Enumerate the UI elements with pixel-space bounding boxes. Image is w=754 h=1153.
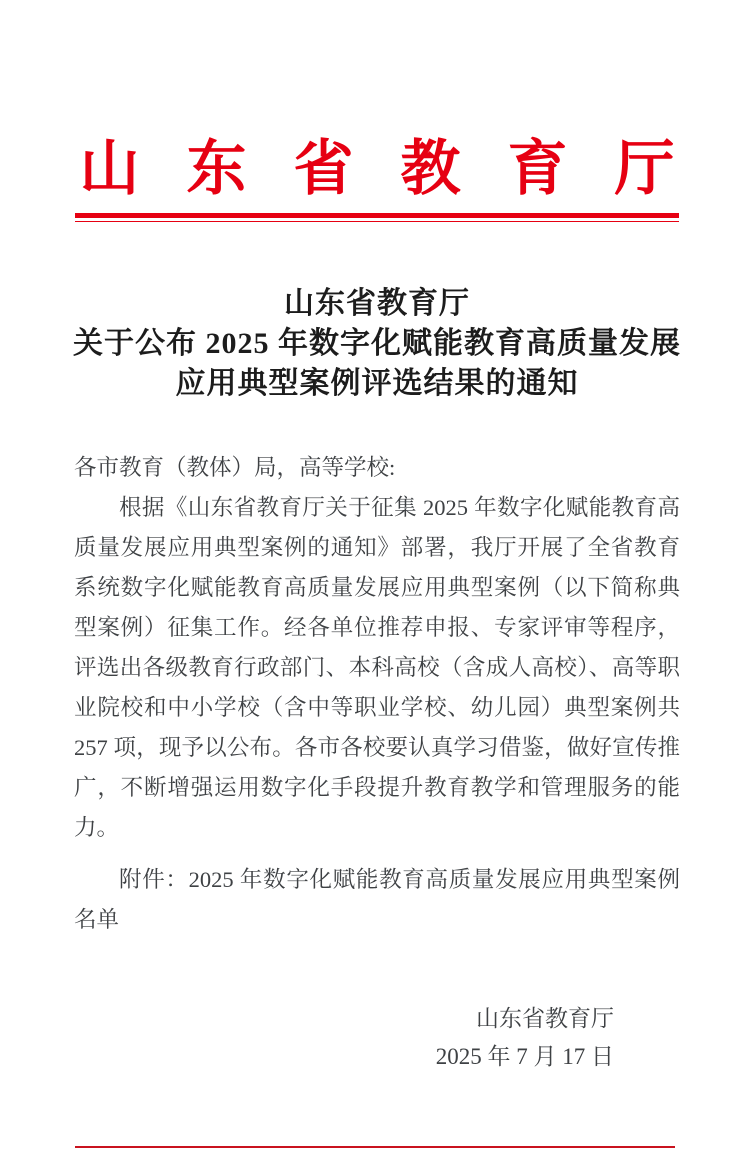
main-paragraph: 根据《山东省教育厅关于征集 2025 年数字化赋能教育高质量发展应用典型案例的通知》部署，我厅开展了全省教育系统数字化赋能教育高质量发展应用典型案例（以下简称典型案例）征集工作。经各单位推荐申报、专家评审等程序，评选出各级教育行政部门、本科高校（含成人高校）、高等职业院校和中小学校（含中等职业学校、幼儿园）典型案例共 257 项，现予以公布。各市各校要认真学习借鉴，做好宣传推广，不断增强运用数字化手段提升教育教学和管理服务的能力。	[74, 495, 680, 840]
footer-rule	[75, 1146, 675, 1148]
document-title	[0, 284, 754, 404]
document-title-line2: 关于公布 2025 年数字化赋能教育高质量发展	[73, 327, 681, 360]
attachment-line: 附件：2025 年数字化赋能教育高质量发展应用典型案例名单	[74, 867, 680, 932]
document-title-line1: 山东省教育厅	[284, 287, 470, 320]
signature-agency: 山东省教育厅	[476, 1006, 614, 1031]
document-title-line3: 应用典型案例评选结果的通知	[175, 367, 579, 400]
document-page	[0, 138, 754, 1153]
letterhead-double-rule	[75, 213, 679, 222]
document-body	[74, 448, 680, 940]
letterhead-agency-name: 山东省教育厅	[79, 136, 722, 202]
signature-block	[0, 1000, 754, 1076]
signature-date: 2025 年 7 月 17 日	[435, 1044, 614, 1069]
salutation-line: 各市教育（教体）局，高等学校:	[74, 455, 396, 480]
